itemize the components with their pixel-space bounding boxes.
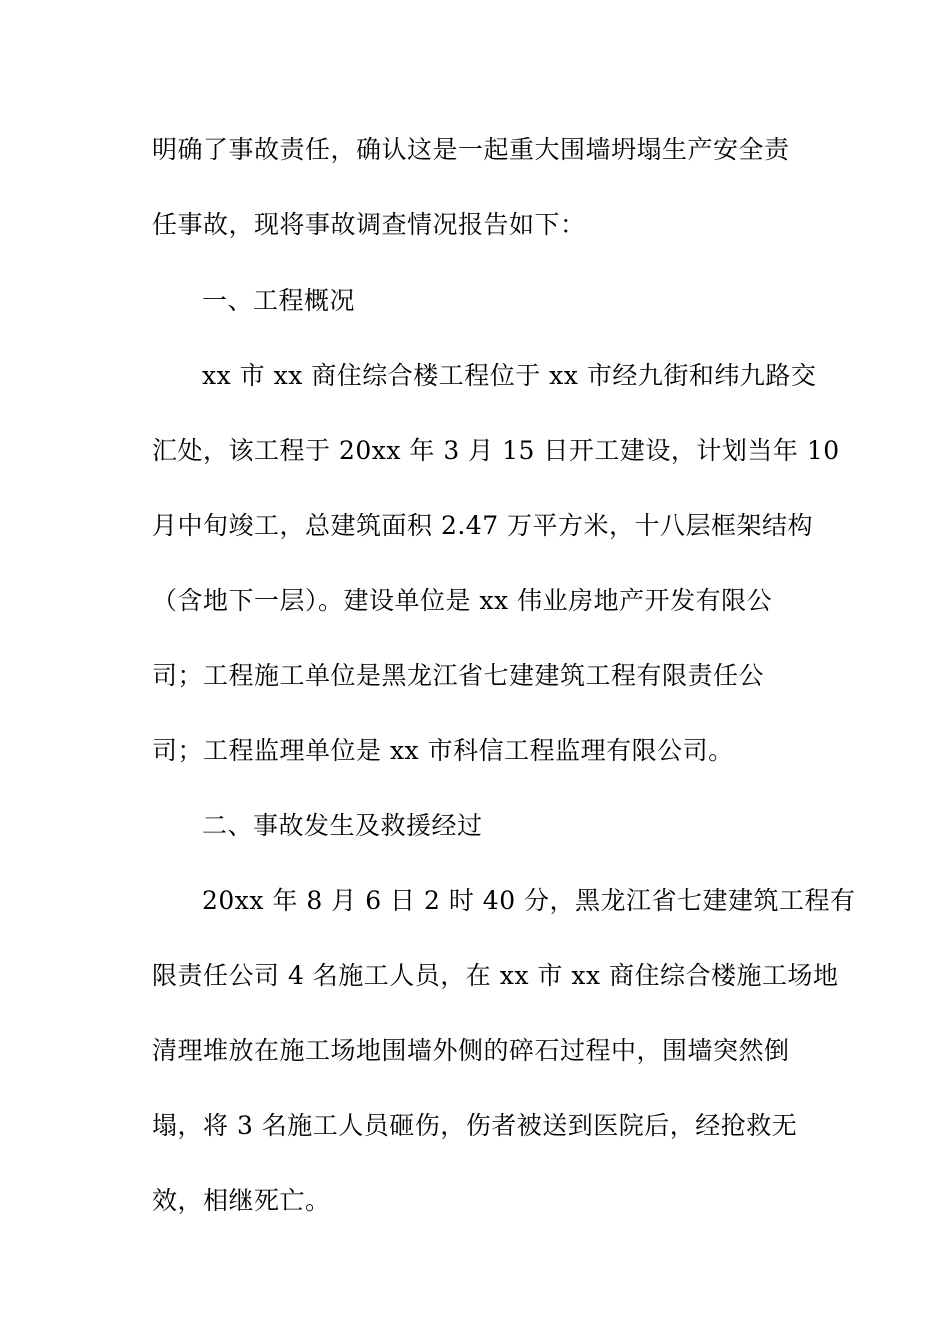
text-line: 限责任公司 4 名施工人员，在 xx 市 xx 商住综合楼施工场地 xyxy=(152,961,839,990)
text-line: 效，相继死亡。 xyxy=(152,1186,331,1215)
section-heading: 二、事故发生及救援经过 xyxy=(202,811,483,840)
text-line: 明确了事故责任，确认这是一起重大围墙坍塌生产安全责 xyxy=(152,135,790,164)
text-line: 司；工程监理单位是 xx 市科信工程监理有限公司。 xyxy=(152,736,734,765)
section-heading: 一、工程概况 xyxy=(202,286,356,315)
text-line: 塌，将 3 名施工人员砸伤，伤者被送到医院后，经抢救无 xyxy=(152,1111,798,1140)
text-line: xx 市 xx 商住综合楼工程位于 xx 市经九街和纬九路交 xyxy=(202,361,817,390)
text-line: 汇处，该工程于 20xx 年 3 月 15 日开工建设，计划当年 10 xyxy=(152,436,840,465)
text-line: 清理堆放在施工场地围墙外侧的碎石过程中，围墙突然倒 xyxy=(152,1036,790,1065)
text-line: 20xx 年 8 月 6 日 2 时 40 分，黑龙江省七建建筑工程有 xyxy=(202,886,856,915)
text-line: 司；工程施工单位是黑龙江省七建建筑工程有限责任公 xyxy=(152,661,765,690)
text-line: （含地下一层）。建设单位是 xx 伟业房地产开发有限公 xyxy=(152,586,773,615)
text-line: 任事故，现将事故调查情况报告如下： xyxy=(152,210,586,239)
text-line: 月中旬竣工，总建筑面积 2.47 万平方米，十八层框架结构 xyxy=(152,511,814,540)
